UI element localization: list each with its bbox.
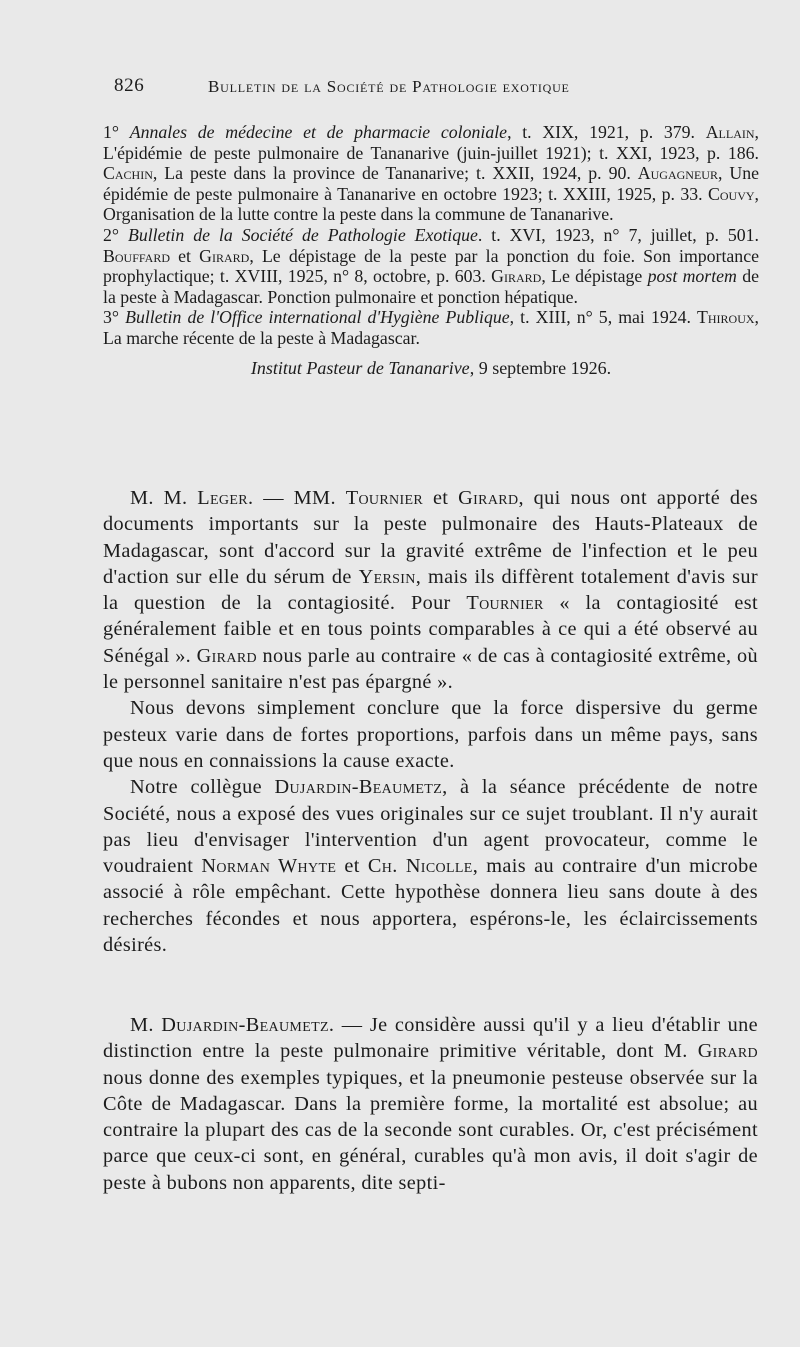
author-name: Yersin bbox=[358, 565, 416, 588]
text: , à la séance précédente de notre Société, nous a exposé des vues originales sur ce sujet troublant. Il n'y aurait pas lieu d'envisager l'intervention d'un agent provocateur, comme le voudraient bbox=[103, 776, 759, 878]
page-number: 826 bbox=[114, 75, 145, 96]
text: , qui nous ont apporté des documents importants sur la peste pulmonaire des Hauts-Plateaux de Madagascar, sont d'accord sur la gravité extrême de l'infection et le peu d'action sur elle du sérum de bbox=[103, 487, 758, 588]
text: . — Je considère aussi qu'il y a lieu d'établir une distinction entre la peste pulmonaire primitive véritable, dont M. bbox=[103, 1014, 758, 1063]
running-title: Bulletin de la Société de Pathologie exotique bbox=[208, 77, 570, 96]
ref-number: 2° bbox=[103, 224, 120, 245]
author-name: Dujardin-Beaumetz bbox=[274, 776, 443, 799]
text: M. M. bbox=[130, 487, 198, 509]
author-name: Girard bbox=[196, 644, 257, 667]
reference-2 bbox=[103, 225, 759, 307]
author-name: Tournier bbox=[345, 487, 424, 509]
text: et bbox=[423, 487, 459, 509]
author-name: Bouffard bbox=[103, 245, 170, 266]
paragraph: Nous devons simplement conclure que la force dispersive du germe pesteux varie dans de fortes proportions, parfois dans un même pays, sans que nous en connaissions la cause exacte. bbox=[103, 697, 758, 772]
citation-text: , Le dépistage de la peste par la ponction du foie. Son importance prophylactique; t. XVIII, 1925, n° 8, octobre, p. 603. bbox=[103, 245, 759, 287]
author-name: Dujardin-Beaumetz bbox=[161, 1014, 329, 1036]
text: M. bbox=[130, 1014, 162, 1036]
citation-text: , L'épidémie de peste pulmonaire de Tananarive (juin-juillet 1921); t. XXI, 1923, p. 186. bbox=[103, 122, 759, 163]
author-name: Augagneur bbox=[637, 163, 718, 184]
reference-1 bbox=[103, 122, 759, 225]
discussion-leger bbox=[103, 485, 758, 958]
paragraph bbox=[103, 485, 758, 695]
journal-title: Bulletin de la Société de Pathologie Exotique bbox=[127, 224, 478, 245]
citation-text: , t. XIII, n° 5, mai 1924. bbox=[509, 307, 698, 328]
ref-number: 1° bbox=[103, 122, 120, 142]
author-name: Thiroux bbox=[697, 307, 755, 328]
text: nous parle au contraire « de cas à contagiosité extrême, où le personnel sanitaire n'est pas épargné ». bbox=[103, 644, 758, 694]
text: nous donne des exemples typiques, et la pneumonie pesteuse observée sur la Côte de Madagascar. Dans la première forme, la mortalité est absolue; au contraire la plupart des cas de la seconde sont curables. Or, c'est précisément parce que ceux-ci sont, en général, curables qu'à mon avis, il doit s'agir de peste à bubons non apparents, dite septi- bbox=[103, 1066, 758, 1194]
author-name: Tournier bbox=[466, 592, 544, 615]
author-name: Girard bbox=[199, 245, 250, 266]
author-name: Ch. Nicolle bbox=[367, 855, 473, 878]
text: , mais au contraire d'un microbe associé à rôle empêchant. Cette hypothèse donnera lieu sans doute à des recherches fécondes et nous apportera, espérons-le, les éclaircissements désirés. bbox=[103, 855, 758, 957]
author-name: Girard bbox=[458, 487, 519, 509]
signature-line bbox=[103, 358, 759, 379]
date: , 9 septembre 1926. bbox=[469, 357, 612, 378]
author-name: Couvy bbox=[708, 183, 755, 204]
author-name: Allain bbox=[705, 122, 755, 142]
institution: Institut Pasteur de Tananarive bbox=[250, 357, 470, 378]
references-block bbox=[103, 122, 759, 378]
paragraph bbox=[103, 1012, 758, 1196]
text: « la contagiosité est généralement faible et en tous points comparables à ce qui a été observé au Sénégal ». bbox=[103, 592, 758, 667]
citation-text: de la peste à Madagascar. Ponction pulmonaire et ponction hépatique. bbox=[103, 266, 759, 307]
journal-title: Annales de médecine et de pharmacie coloniale bbox=[129, 122, 508, 142]
italic-term: post mortem bbox=[647, 266, 737, 287]
reference-3 bbox=[103, 307, 759, 348]
author-name: Cachin bbox=[103, 163, 153, 184]
author-name: Girard bbox=[697, 1040, 758, 1063]
journal-title: Bulletin de l'Office international d'Hygiène Publique bbox=[125, 307, 510, 328]
text: . — MM. bbox=[247, 487, 346, 509]
text: , mais ils diffèrent totalement d'avis sur la question de la contagiosité. Pour bbox=[103, 565, 758, 615]
text: et bbox=[336, 855, 368, 878]
citation-text: , Une épidémie de peste pulmonaire à Tananarive en octobre 1923; t. XXIII, 1925, p. 33. bbox=[103, 163, 759, 204]
citation-text: , Organisation de la lutte contre la peste dans la commune de Tananarive. bbox=[103, 183, 759, 225]
author-name: Norman Whyte bbox=[201, 855, 337, 878]
ref-number: 3° bbox=[103, 307, 120, 328]
citation-text: et bbox=[170, 245, 200, 266]
citation-text: . t. XVI, 1923, n° 7, juillet, p. 501. bbox=[477, 224, 760, 245]
author-name: Leger bbox=[197, 487, 248, 509]
paragraph bbox=[103, 774, 758, 958]
author-name: Girard bbox=[491, 266, 542, 287]
citation-text: , La peste dans la province de Tananarive; t. XXII, 1924, p. 90. bbox=[152, 163, 638, 184]
citation-text: , La marche récente de la peste à Madagascar. bbox=[103, 307, 759, 348]
discussion-dujardin bbox=[103, 1012, 758, 1196]
citation-text: , Le dépistage bbox=[541, 266, 648, 287]
running-head bbox=[108, 73, 758, 103]
text: Notre collègue bbox=[130, 776, 275, 799]
citation-text: , t. XIX, 1921, p. 379. bbox=[507, 122, 695, 142]
